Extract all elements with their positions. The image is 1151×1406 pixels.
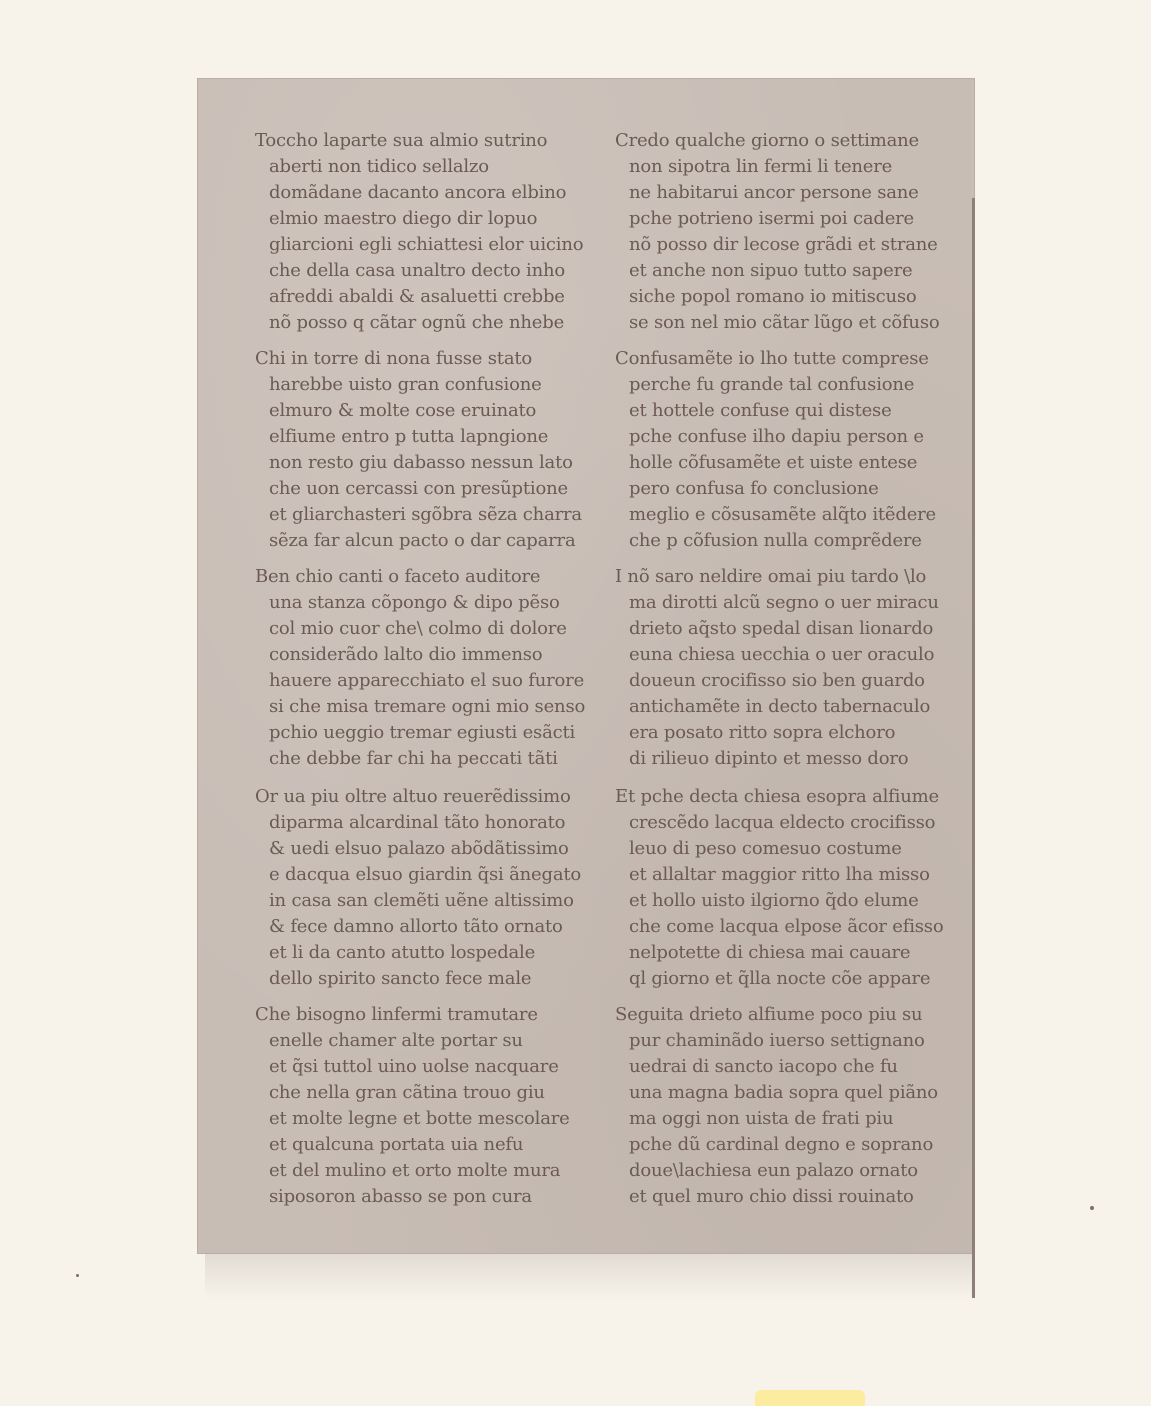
verse-line: pur chaminãdo iuerso settignano: [629, 1030, 925, 1051]
verse-line: pche dũ cardinal degno e soprano: [629, 1134, 934, 1155]
verse-line: et molte legne et botte mescolare: [269, 1108, 570, 1129]
verse-line: nõ posso dir lecose grãdi et strane: [629, 234, 938, 255]
verse-line: leuo di peso comesuo costume: [629, 838, 902, 859]
verse-line: uedrai di sancto iacopo che fu: [629, 1056, 898, 1077]
verse-line: pche potrieno isermi poi cadere: [629, 208, 915, 229]
stanza-first-line: Chi in torre di nona fusse stato: [255, 348, 533, 369]
verse-line: nelpotette di chiesa mai cauare: [629, 942, 911, 963]
verse-line: et q̃si tuttol uino uolse nacquare: [269, 1056, 559, 1077]
stanza: [615, 1002, 938, 1210]
verse-line: antichamẽte in decto tabernaculo: [629, 696, 931, 717]
stanza-first-line: Toccho laparte sua almio sutrino: [255, 130, 548, 151]
stanza-first-line: Or ua piu oltre altuo reuerẽdissimo: [255, 786, 571, 807]
verse-line: non sipotra lin fermi li tenere: [629, 156, 893, 177]
verse-line: diparma alcardinal tãto honorato: [269, 812, 566, 833]
verse-line: aberti non tidico sellalzo: [269, 156, 489, 177]
verse-line: siche popol romano io mitiscuso: [629, 286, 917, 307]
verse-line: et del mulino et orto molte mura: [269, 1160, 561, 1181]
stanza: [615, 784, 943, 992]
verse-line: che debbe far chi ha peccati tãti: [269, 748, 558, 769]
speck: [76, 1274, 79, 1277]
stanza: [255, 784, 581, 992]
yellow-tab: [755, 1390, 865, 1406]
stanza-first-line: Confusamẽte io lho tutte comprese: [615, 348, 929, 369]
stanza-first-line: Ben chio canti o faceto auditore: [255, 566, 541, 587]
stanza: [255, 346, 582, 554]
verse-line: hauere apparecchiato el suo furore: [269, 670, 585, 691]
verse-line: era posato ritto sopra elchoro: [629, 722, 896, 743]
verse-line: col mio cuor che\ colmo di dolore: [269, 618, 567, 639]
verse-line: dello spirito sancto fece male: [269, 968, 532, 989]
stanza: [615, 564, 939, 772]
stanza: [255, 128, 583, 336]
incunable-page: [197, 78, 975, 1254]
stanza: [255, 564, 585, 772]
verse-line: una magna badia sopra quel piãno: [629, 1082, 938, 1103]
verse-line: se son nel mio cãtar lũgo et cõfuso: [629, 312, 940, 333]
stanza: [615, 128, 940, 336]
verse-line: in casa san clemẽti uẽne altissimo: [269, 890, 574, 911]
verse-line: ma dirotti alcũ segno o uer miracu: [629, 592, 939, 613]
page-shadow: [205, 1250, 975, 1300]
stanza-first-line: Et pche decta chiesa esopra alfiume: [615, 786, 939, 807]
speck: [1090, 1206, 1094, 1210]
verse-line: che nella gran cãtina trouo giu: [269, 1082, 545, 1103]
verse-line: doue\lachiesa eun palazo ornato: [629, 1160, 918, 1181]
verse-line: ql giorno et q̃lla nocte cõe appare: [629, 968, 931, 989]
verse-line: pchio ueggio tremar egiusti esãcti: [269, 722, 576, 743]
verse-line: enelle chamer alte portar su: [269, 1030, 523, 1051]
verse-line: euna chiesa uecchia o uer oraculo: [629, 644, 935, 665]
verse-line: che della casa unaltro decto inho: [269, 260, 565, 281]
verse-line: et li da canto atutto lospedale: [269, 942, 536, 963]
verse-line: sẽza far alcun pacto o dar caparra: [269, 530, 576, 551]
verse-line: harebbe uisto gran confusione: [269, 374, 542, 395]
verse-line: considerãdo lalto dio immenso: [269, 644, 543, 665]
verse-line: et allaltar maggior ritto lha misso: [629, 864, 930, 885]
verse-line: pche confuse ilho dapiu person e: [629, 426, 924, 447]
verse-line: doueun crocifisso sio ben guardo: [629, 670, 925, 691]
page-edge: [972, 198, 975, 1298]
stanza: [615, 346, 936, 554]
verse-line: una stanza cõpongo & dipo pẽso: [269, 592, 560, 613]
verse-line: domãdane dacanto ancora elbino: [269, 182, 567, 203]
stanza-first-line: I nõ saro neldire omai piu tardo \lo: [615, 566, 927, 587]
verse-line: che p cõfusion nulla comprẽdere: [629, 530, 922, 551]
verse-line: elmuro & molte cose eruinato: [269, 400, 537, 421]
verse-line: et hottele confuse qui distese: [629, 400, 892, 421]
verse-line: elfiume entro p tutta lapngione: [269, 426, 549, 447]
verse-line: elmio maestro diego dir lopuo: [269, 208, 538, 229]
verse-line: pero confusa fo conclusione: [629, 478, 879, 499]
stanza: [255, 1002, 570, 1210]
stanza-first-line: Seguita drieto alfiume poco piu su: [615, 1004, 923, 1025]
verse-line: che uon cercassi con presũptione: [269, 478, 568, 499]
verse-line: drieto aq̃sto spedal disan lionardo: [629, 618, 934, 639]
verse-line: et gliarchasteri sgõbra sẽza charra: [269, 504, 582, 525]
verse-line: ma oggi non uista de frati piu: [629, 1108, 894, 1129]
verse-line: gliarcioni egli schiattesi elor uicino: [269, 234, 584, 255]
verse-line: nõ posso q cãtar ognũ che nhebe: [269, 312, 565, 333]
verse-line: et qualcuna portata uia nefu: [269, 1134, 524, 1155]
verse-line: et hollo uisto ilgiorno q̃do elume: [629, 890, 919, 911]
verse-line: perche fu grande tal confusione: [629, 374, 915, 395]
verse-line: meglio e cõsusamẽte alq̃to itẽdere: [629, 504, 937, 525]
verse-line: siposoron abasso se pon cura: [269, 1186, 532, 1207]
verse-line: & fece damno allorto tãto ornato: [269, 916, 563, 937]
verse-line: et quel muro chio dissi rouinato: [629, 1186, 914, 1207]
stanza-first-line: Credo qualche giorno o settimane: [615, 130, 919, 151]
verse-line: ne habitarui ancor persone sane: [629, 182, 919, 203]
verse-line: & uedi elsuo palazo abõdãtissimo: [269, 838, 569, 859]
verse-line: che come lacqua elpose ãcor efisso: [629, 916, 944, 937]
stanza-first-line: Che bisogno linfermi tramutare: [255, 1004, 538, 1025]
verse-line: crescẽdo lacqua eldecto crocifisso: [629, 812, 936, 833]
verse-line: non resto giu dabasso nessun lato: [269, 452, 573, 473]
verse-line: et anche non sipuo tutto sapere: [629, 260, 913, 281]
verse-line: si che misa tremare ogni mio senso: [269, 696, 586, 717]
verse-line: holle cõfusamẽte et uiste entese: [629, 452, 918, 473]
verse-line: afreddi abaldi & asaluetti crebbe: [269, 286, 565, 307]
verse-line: e dacqua elsuo giardin q̃si ãnegato: [269, 864, 582, 885]
verse-line: di rilieuo dipinto et messo doro: [629, 748, 909, 769]
